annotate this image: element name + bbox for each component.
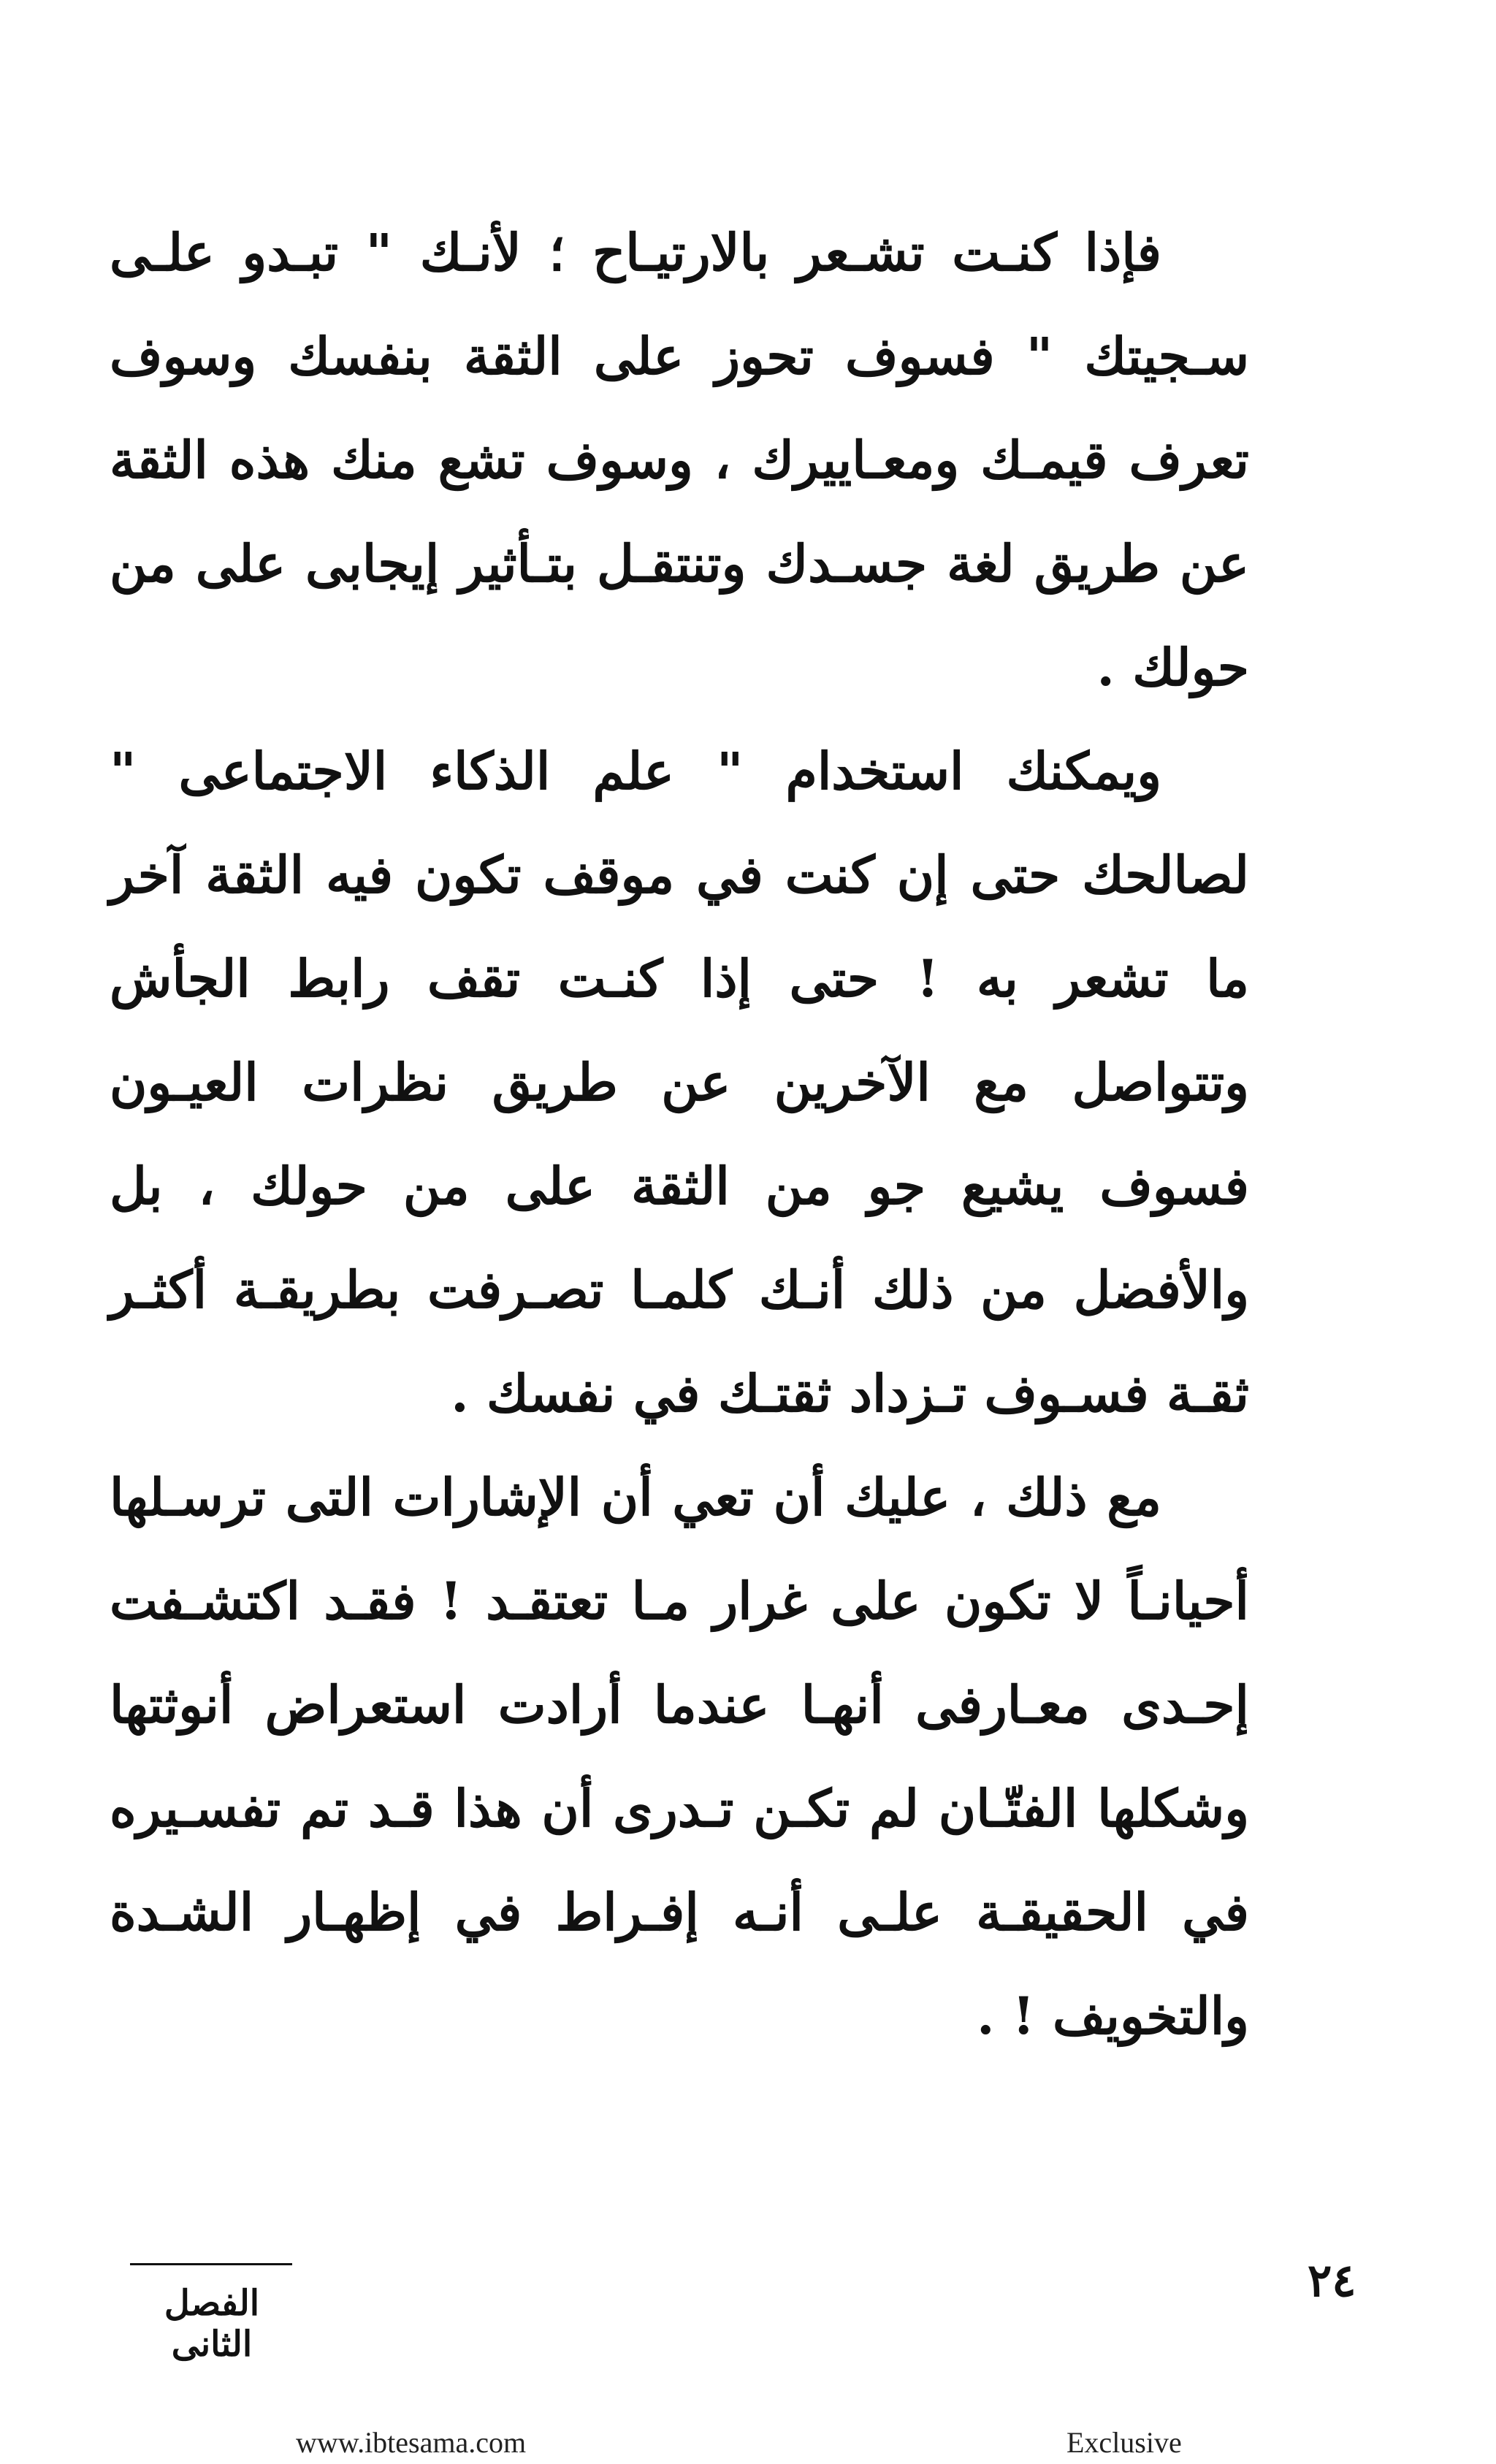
body-text xyxy=(110,201,1249,2068)
chapter-divider xyxy=(130,2263,292,2265)
paragraph-3 xyxy=(110,1446,1249,2068)
paragraph-3-text: مع ذلك ، عليك أن تعي أن الإشارات التى ترسـلها أحيانـاً لا تكون على غرار مـا تعتقـد ! فقـد اكتشـفت إحـدى معـارفى أنهـا عندما أرادت استعراض أنوثتها وشكلها الفتّـان لم تكـن تـدرى أن هذا قـد تم تفسـيره في الحقيقـة علـى أنـه إفـراط في إظهـار الشـدة والتخويف ! . xyxy=(110,1467,1249,2046)
paragraph-1-text: فإذا كنـت تشـعر بالارتيـاح ؛ لأنـك " تبـدو علـى سـجيتك " فسوف تحوز على الثقة بنفسك وسوف تعرف قيمـك ومعـاييرك ، وسوف تشع منك هذه الثقة عن طريق لغة جسـدك وتنتقـل بتـأثير إيجابى على من حولك . xyxy=(110,222,1249,698)
page-number: ٢٤ xyxy=(1308,2254,1356,2307)
paragraph-2 xyxy=(110,720,1249,1446)
paragraph-1 xyxy=(110,201,1249,720)
chapter-label: الفصل الثانى xyxy=(164,2283,260,2365)
paragraph-2-text: ويمكنك استخدام " علم الذكاء الاجتماعى " لصالحك حتى إن كنت في موقف تكون فيه الثقة آخر ما تشعر به ! حتى إذا كنـت تقف رابط الجأش وتتواصل مع الآخرين عن طريق نظرات العيـون فسوف يشيع جو من الثقة على من حولك ، بل والأفضل من ذلك أنـك كلمـا تصـرفت بطريقـة أكثـر ثقـة فسـوف تـزداد ثقتـك في نفسك . xyxy=(110,741,1249,1424)
footer-website: www.ibtesama.com xyxy=(296,2426,527,2459)
footer-tag: Exclusive xyxy=(1066,2426,1182,2459)
